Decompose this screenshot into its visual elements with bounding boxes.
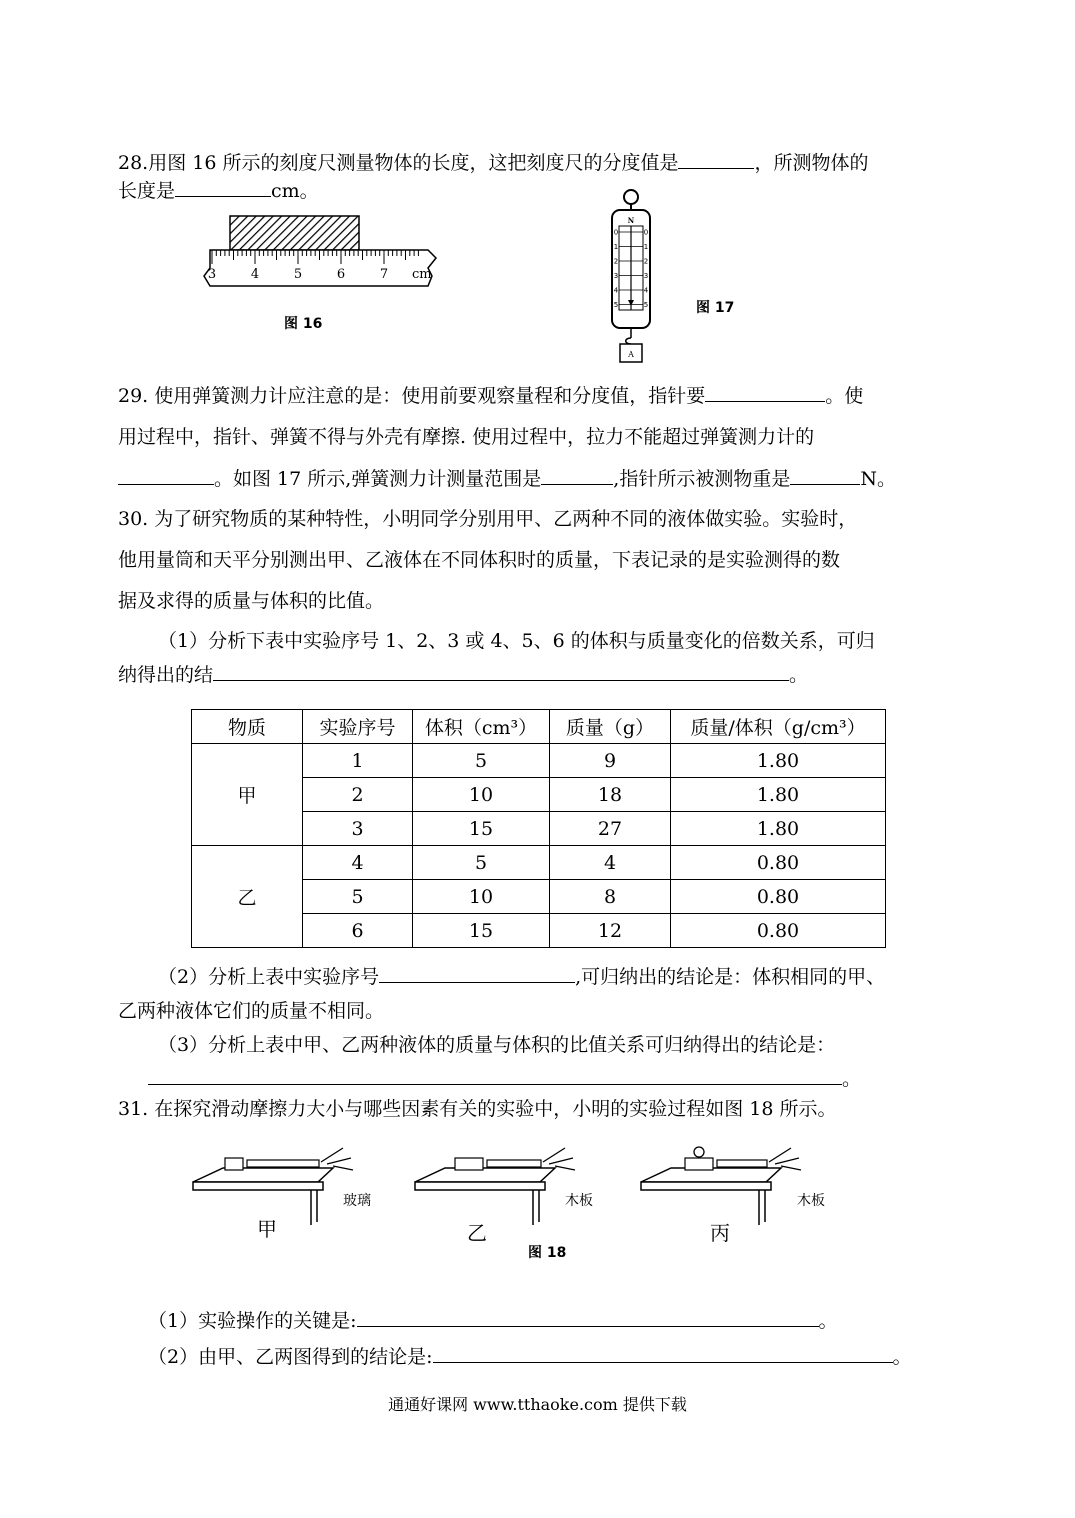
q31-part2-end: 。 (892, 1346, 912, 1368)
q30-part1-text: 纳得出的结 (118, 664, 214, 686)
table-header-cell: 体积（cm³） (413, 710, 550, 744)
table-cell: 5 (413, 846, 550, 880)
q31-part1-end: 。 (818, 1310, 838, 1332)
q29-answer-blank-1[interactable] (705, 383, 825, 402)
table-cell: 1.80 (671, 778, 886, 812)
scale-mark-right: 0 (643, 228, 649, 237)
q30-part1-line2 (118, 660, 808, 687)
experiment-table (191, 709, 886, 948)
q28-line2 (118, 176, 319, 203)
q30-part1-answer-blank[interactable] (213, 662, 789, 681)
table-header-cell: 物质 (192, 710, 303, 744)
table-cell: 15 (413, 914, 550, 948)
q30-part3-line2 (148, 1064, 861, 1091)
q28-text-end: ，所测物体的 (754, 152, 869, 174)
setup-wood (415, 1148, 575, 1225)
q29-answer-blank-3[interactable] (541, 466, 613, 485)
table-cell: 9 (550, 744, 671, 778)
spring-scale-figure (606, 188, 656, 368)
q28-line1 (118, 148, 869, 175)
table-cell: 0.80 (671, 846, 886, 880)
table-header-cell: 质量/体积（g/cm³） (671, 710, 886, 744)
table-cell: 8 (550, 880, 671, 914)
table-cell: 6 (303, 914, 413, 948)
footer-source: 通通好课网 www.tthaoke.com 提供下载 (388, 1395, 687, 1414)
fig17-caption: 图 17 (696, 300, 735, 316)
table-cell: 1.80 (671, 744, 886, 778)
q30-part2-line2: 乙两种液体它们的质量不相同。 (118, 1000, 385, 1022)
table-cell: 5 (303, 880, 413, 914)
table-cell: 10 (413, 880, 550, 914)
q28-answer-blank-1[interactable] (678, 150, 754, 169)
surface-label-wood-2: 木板 (797, 1193, 825, 1209)
table-header-cell: 实验序号 (303, 710, 413, 744)
ruler-tick-label: 3 (207, 267, 217, 282)
q31-part1-text: （1）实验操作的关键是: (148, 1310, 357, 1332)
setup-label-bing: 丙 (710, 1221, 730, 1245)
q31-line1: 31. 在探究滑动摩擦力大小与哪些因素有关的实验中，小明的实验过程如图 18 所示。 (118, 1098, 837, 1120)
weight-icon (694, 1147, 704, 1157)
ruler-tick-label: 4 (250, 267, 260, 282)
measured-object (230, 216, 359, 250)
q30-line3: 据及求得的质量与体积的比值。 (118, 590, 385, 612)
q29-line3 (118, 464, 896, 491)
ruler-tick-label: 6 (336, 267, 346, 282)
q30-part3-line1: （3）分析上表中甲、乙两种液体的质量与体积的比值关系可归纳得出的结论是： (158, 1034, 836, 1056)
table-cell: 2 (303, 778, 413, 812)
q31-part2-answer-blank[interactable] (433, 1344, 893, 1363)
q29-unit: N。 (860, 468, 896, 490)
substance-cell: 乙 (192, 846, 303, 948)
table-header-row (192, 710, 886, 744)
setup-label-jia: 甲 (257, 1217, 277, 1241)
setup-wood-weighted (641, 1147, 801, 1225)
table-cell: 12 (550, 914, 671, 948)
q29-line1 (118, 381, 863, 408)
scale-unit: N (627, 216, 635, 225)
ruler-figure (200, 212, 440, 302)
q30-part1-end: 。 (789, 664, 809, 686)
q31-part1-answer-blank[interactable] (357, 1308, 819, 1327)
scale-mark-right: 5 (643, 301, 649, 309)
q30-part2-line1 (158, 962, 885, 989)
q29-range-text: 。如图 17 所示,弹簧测力计测量范围是 (214, 468, 542, 490)
surface-label-glass: 玻璃 (343, 1193, 371, 1209)
setup-glass (193, 1148, 353, 1225)
q30-part2-text: （2）分析上表中实验序号 (158, 966, 380, 988)
q30-part1-line1: （1）分析下表中实验序号 1、2、3 或 4、5、6 的体积与质量变化的倍数关系，可归 (158, 630, 875, 652)
table-cell: 1.80 (671, 812, 886, 846)
q29-answer-blank-2[interactable] (118, 466, 214, 485)
ruler-tick-label: 7 (379, 267, 389, 282)
q30-part3-answer-blank[interactable] (148, 1066, 842, 1085)
scale-mark-left: 0 (613, 228, 619, 237)
table-cell: 15 (413, 812, 550, 846)
scale-ring (624, 190, 638, 204)
q30-line2: 他用量筒和天平分别测出甲、乙液体在不同体积时的质量，下表记录的是实验测得的数 (118, 549, 841, 571)
scale-mark-right: 3 (643, 272, 649, 280)
q31-part2 (148, 1342, 912, 1369)
q30-part2-answer-blank[interactable] (379, 964, 575, 983)
q29-weight-text: ,指针所示被测物重是 (613, 468, 791, 490)
q29-line2: 用过程中，指针、弹簧不得与外壳有摩擦. 使用过程中，拉力不能超过弹簧测力计的 (118, 426, 815, 448)
q31-part1 (148, 1306, 838, 1333)
scale-mark-left: 5 (613, 301, 619, 309)
substance-cell: 甲 (192, 744, 303, 846)
table-cell: 0.80 (671, 914, 886, 948)
scale-mark-left: 2 (613, 257, 619, 266)
q30-part2-end: ,可归纳出的结论是：体积相同的甲、 (575, 966, 886, 988)
q29-text: 29. 使用弹簧测力计应注意的是：使用前要观察量程和分度值，指针要 (118, 385, 706, 407)
ruler-unit: cm (412, 267, 432, 282)
q28-line2-text: 长度是 (118, 180, 176, 202)
ruler-tick-label: 5 (293, 267, 303, 282)
fig16-caption: 图 16 (284, 316, 323, 332)
q28-answer-blank-2[interactable] (175, 178, 271, 197)
friction-figure (193, 1130, 833, 1245)
table-cell: 18 (550, 778, 671, 812)
scale-mark-left: 3 (613, 272, 619, 280)
scale-mark-left: 1 (613, 243, 619, 251)
table-cell: 27 (550, 812, 671, 846)
table-cell: 3 (303, 812, 413, 846)
table-cell: 4 (550, 846, 671, 880)
scale-mark-right: 1 (643, 243, 649, 251)
q31-part2-text: （2）由甲、乙两图得到的结论是: (148, 1346, 433, 1368)
q29-text-end: 。使 (825, 385, 864, 407)
table-cell: 0.80 (671, 880, 886, 914)
table-header-cell: 质量（g） (550, 710, 671, 744)
weight-label: A (628, 350, 634, 359)
fig18-caption: 图 18 (528, 1245, 567, 1261)
table-row (192, 846, 886, 880)
table-cell: 5 (413, 744, 550, 778)
table-cell: 4 (303, 846, 413, 880)
table-row (192, 744, 886, 778)
setup-label-yi: 乙 (467, 1221, 487, 1245)
q28-text: 28.用图 16 所示的刻度尺测量物体的长度，这把刻度尺的分度值是 (118, 152, 679, 174)
q28-unit: cm。 (271, 180, 319, 202)
scale-mark-right: 2 (643, 257, 649, 266)
table-cell: 10 (413, 778, 550, 812)
q29-answer-blank-4[interactable] (790, 466, 860, 485)
scale-mark-right: 4 (643, 286, 649, 295)
table-cell: 1 (303, 744, 413, 778)
q30-line1: 30. 为了研究物质的某种特性，小明同学分别用甲、乙两种不同的液体做实验。实验时， (118, 508, 858, 530)
surface-label-wood-1: 木板 (565, 1193, 593, 1209)
scale-mark-left: 4 (613, 286, 619, 295)
q30-part3-end: 。 (842, 1068, 862, 1090)
